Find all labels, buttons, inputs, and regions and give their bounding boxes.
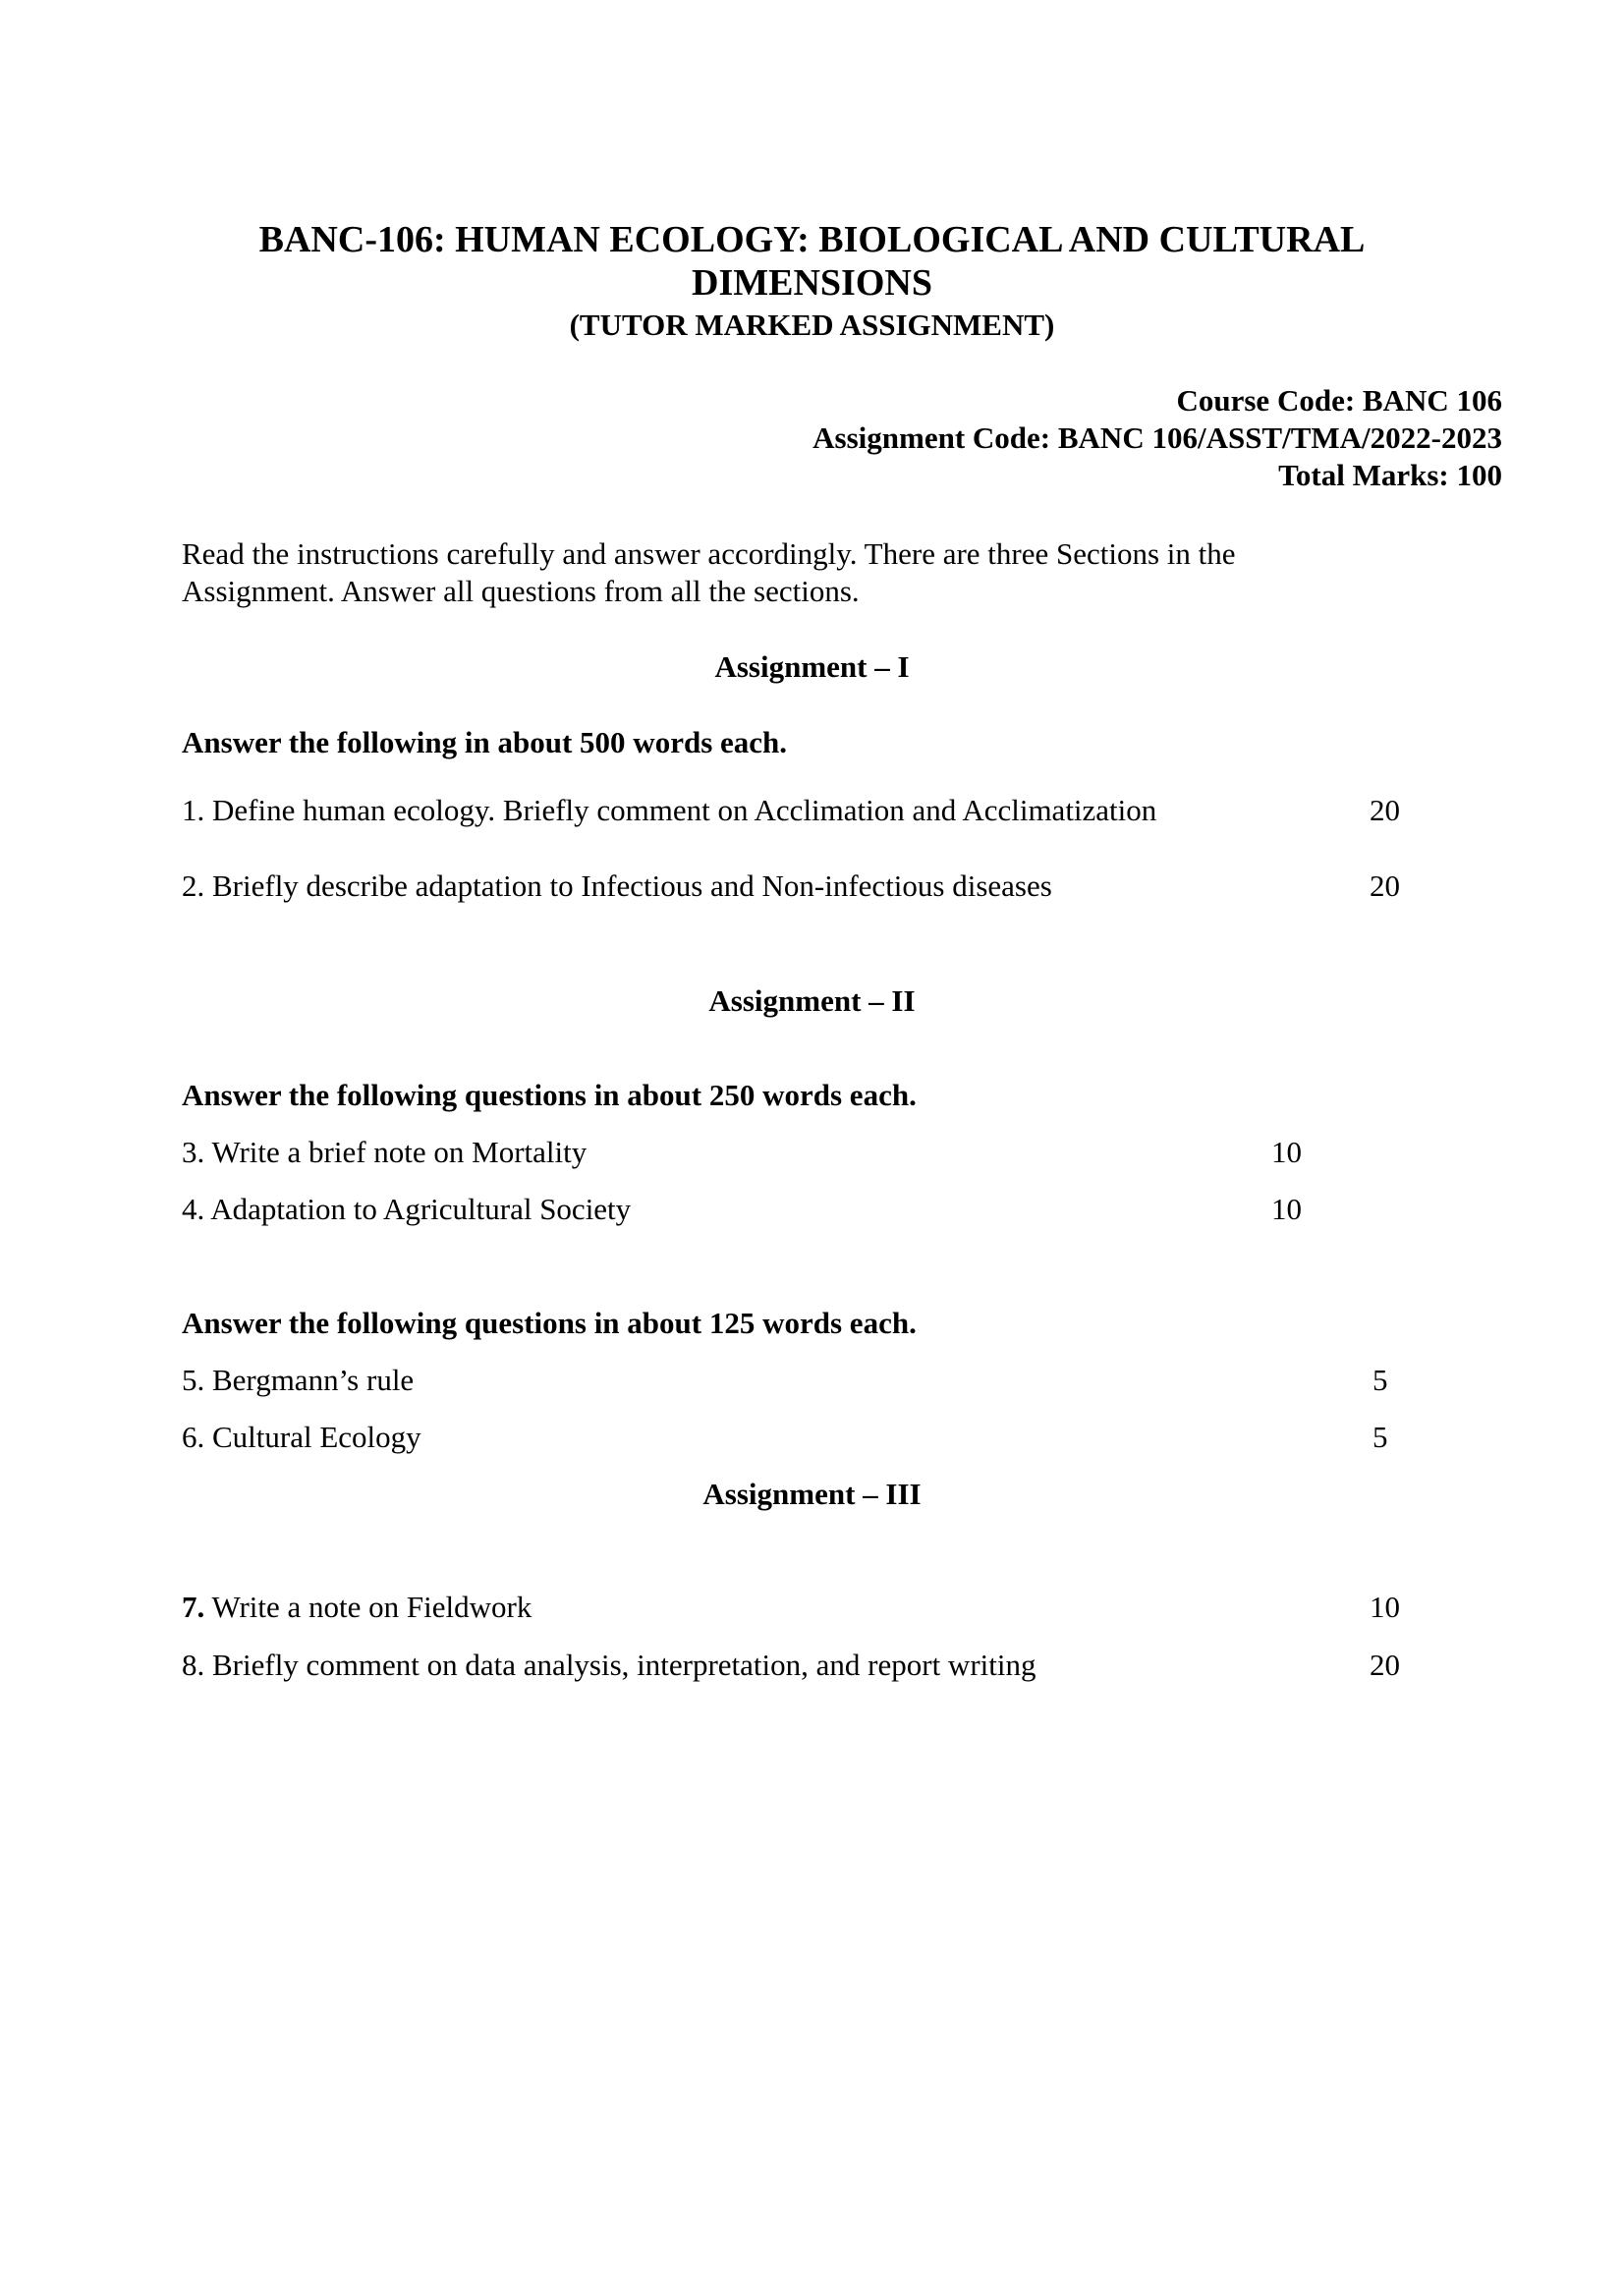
question-5-marks: 5	[1372, 1363, 1388, 1397]
assignment-3-heading: Assignment – III	[702, 1477, 922, 1511]
question-2: 2. Briefly describe adaptation to Infectious and Non-infectious diseases	[182, 868, 1052, 903]
question-7-text: Write a note on Fieldwork	[204, 1590, 532, 1624]
question-3: 3. Write a brief note on Mortality	[182, 1135, 588, 1169]
question-7-marks: 10	[1370, 1590, 1400, 1624]
question-8-marks: 20	[1370, 1648, 1400, 1682]
question-2-marks: 20	[1370, 868, 1400, 903]
assignment-2-instruction-a: Answer the following questions in about 250 words each.	[182, 1078, 917, 1112]
instructions-line2: Assignment. Answer all questions from all the sections.	[182, 574, 860, 608]
document-title-line2: DIMENSIONS	[692, 262, 932, 304]
question-3-marks: 10	[1271, 1135, 1302, 1169]
question-1-marks: 20	[1370, 793, 1400, 827]
question-4: 4. Adaptation to Agricultural Society	[182, 1192, 632, 1226]
assignment-1-heading: Assignment – I	[714, 649, 910, 684]
instructions-line1: Read the instructions carefully and answer accordingly. There are three Sections in the	[182, 536, 1236, 571]
document-title-line1: BANC-106: HUMAN ECOLOGY: BIOLOGICAL AND CULTURAL	[258, 219, 1366, 260]
assignment-2-instruction-b: Answer the following questions in about 125 words each.	[182, 1306, 917, 1340]
question-8: 8. Briefly comment on data analysis, interpretation, and report writing	[182, 1648, 1036, 1682]
assignment-1-instruction: Answer the following in about 500 words each.	[182, 725, 788, 759]
question-1: 1. Define human ecology. Briefly comment on Acclimation and Acclimatization	[182, 793, 1157, 827]
question-4-marks: 10	[1271, 1192, 1302, 1226]
question-6-marks: 5	[1372, 1420, 1388, 1454]
question-7-number: 7.	[182, 1590, 205, 1624]
question-6: 6. Cultural Ecology	[182, 1420, 421, 1454]
assignment-2-heading: Assignment – II	[708, 983, 916, 1018]
course-code: Course Code: BANC 106	[1176, 383, 1502, 418]
total-marks: Total Marks: 100	[1278, 458, 1502, 492]
question-5: 5. Bergmann’s rule	[182, 1363, 415, 1397]
question-7	[182, 1590, 532, 1625]
assignment-code: Assignment Code: BANC 106/ASST/TMA/2022-2023	[812, 420, 1502, 455]
document-subtitle: (TUTOR MARKED ASSIGNMENT)	[569, 308, 1055, 342]
